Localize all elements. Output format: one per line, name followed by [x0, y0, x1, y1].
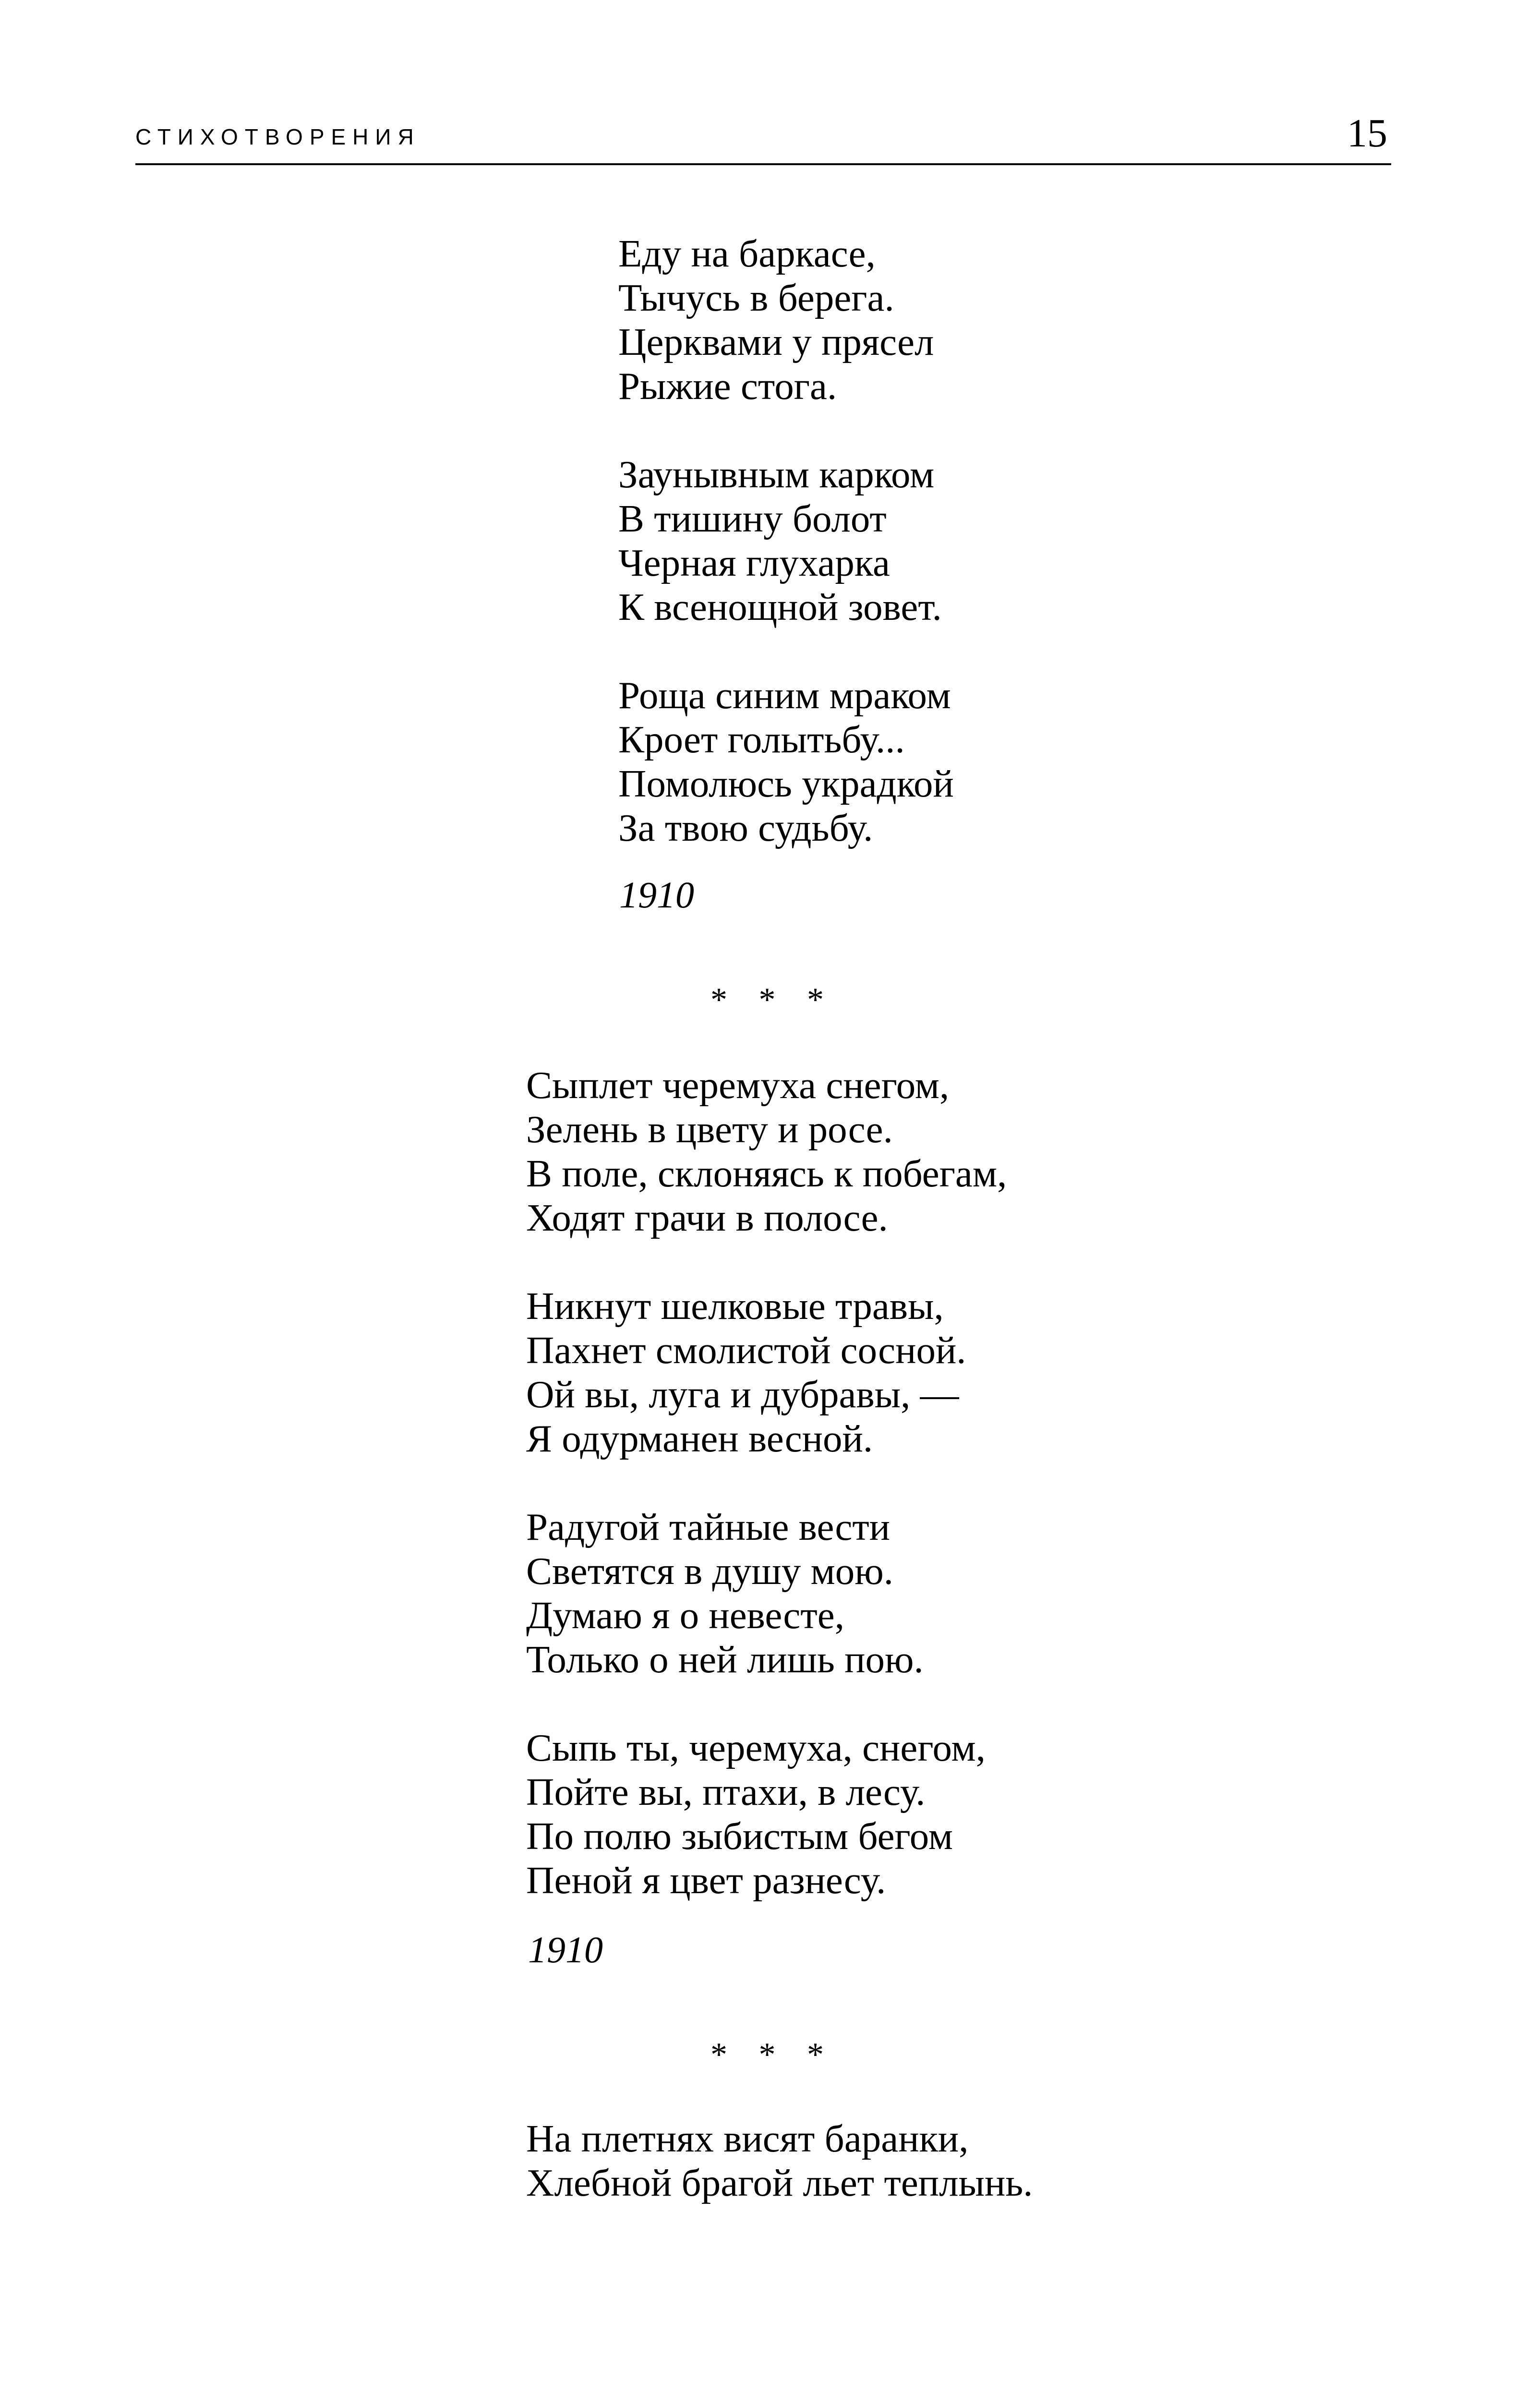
poem-line: Хлебной брагой льет теплынь. — [526, 2161, 1033, 2204]
poem-line: Светятся в душу мою. — [526, 1549, 894, 1593]
poem-line: Заунывным карком — [618, 453, 935, 496]
running-head: СТИХОТВОРЕНИЯ — [135, 124, 421, 149]
stanza-gap — [526, 1461, 1007, 1505]
poem-line: Тычусь в берега. — [618, 276, 894, 319]
poem-line: Я одурманен весной. — [526, 1417, 873, 1460]
poem-line: На плетнях висят баранки, — [526, 2117, 969, 2160]
header-rule — [135, 163, 1391, 165]
poem-line: Только о ней лишь пою. — [526, 1638, 924, 1681]
poem-2-date: 1910 — [528, 1929, 603, 1970]
poem-line: Церквами у прясел — [618, 320, 934, 363]
poem-line: К всенощной зовет. — [618, 585, 942, 628]
poem-line: Сыплет черемуха снегом, — [526, 1064, 950, 1107]
poem-line: Черная глухарка — [618, 541, 890, 584]
poem-line: Сыпь ты, черемуха, снегом, — [526, 1726, 986, 1769]
poem-2 — [526, 1063, 1007, 1902]
poem-line: Кроет голытьбу... — [618, 718, 905, 761]
stanza-gap — [526, 1681, 1007, 1726]
poem-line: Думаю я о невесте, — [526, 1594, 844, 1637]
poem-line: В поле, склоняясь к побегам, — [526, 1152, 1007, 1195]
poem-line: Зелень в цвету и росе. — [526, 1108, 893, 1151]
poem-line: Ходят грачи в полосе. — [526, 1196, 888, 1239]
poem-line: Пахнет смолистой сосной. — [526, 1329, 966, 1372]
poem-line: За твою судьбу. — [618, 806, 873, 849]
poem-line: Пеной я цвет разнесу. — [526, 1859, 886, 1902]
poem-line: Помолюсь украдкой — [618, 762, 954, 805]
poem-line: Радугой тайные вести — [526, 1505, 890, 1548]
poem-line: Ой вы, луга и дубравы, — — [526, 1373, 959, 1416]
poem-line: В тишину болот — [618, 497, 887, 540]
poem-line: Еду на баркасе, — [618, 232, 876, 275]
poem-1 — [618, 231, 954, 850]
poem-2-asterisks: * * * — [710, 981, 835, 1018]
page-number: 15 — [1347, 111, 1387, 156]
poem-3 — [526, 2116, 1033, 2205]
poem-3-asterisks: * * * — [710, 2036, 835, 2073]
poem-line: Пойте вы, птахи, в лесу. — [526, 1770, 926, 1813]
poem-line: Роща синим мраком — [618, 674, 951, 717]
poem-1-date: 1910 — [619, 874, 694, 916]
poem-line: Никнут шелковые травы, — [526, 1284, 944, 1328]
stanza-gap — [618, 629, 954, 673]
stanza-gap — [526, 1240, 1007, 1284]
poem-line: Рыжие стога. — [618, 364, 837, 408]
poem-line: По полю зыбистым бегом — [526, 1814, 953, 1858]
stanza-gap — [618, 408, 954, 452]
